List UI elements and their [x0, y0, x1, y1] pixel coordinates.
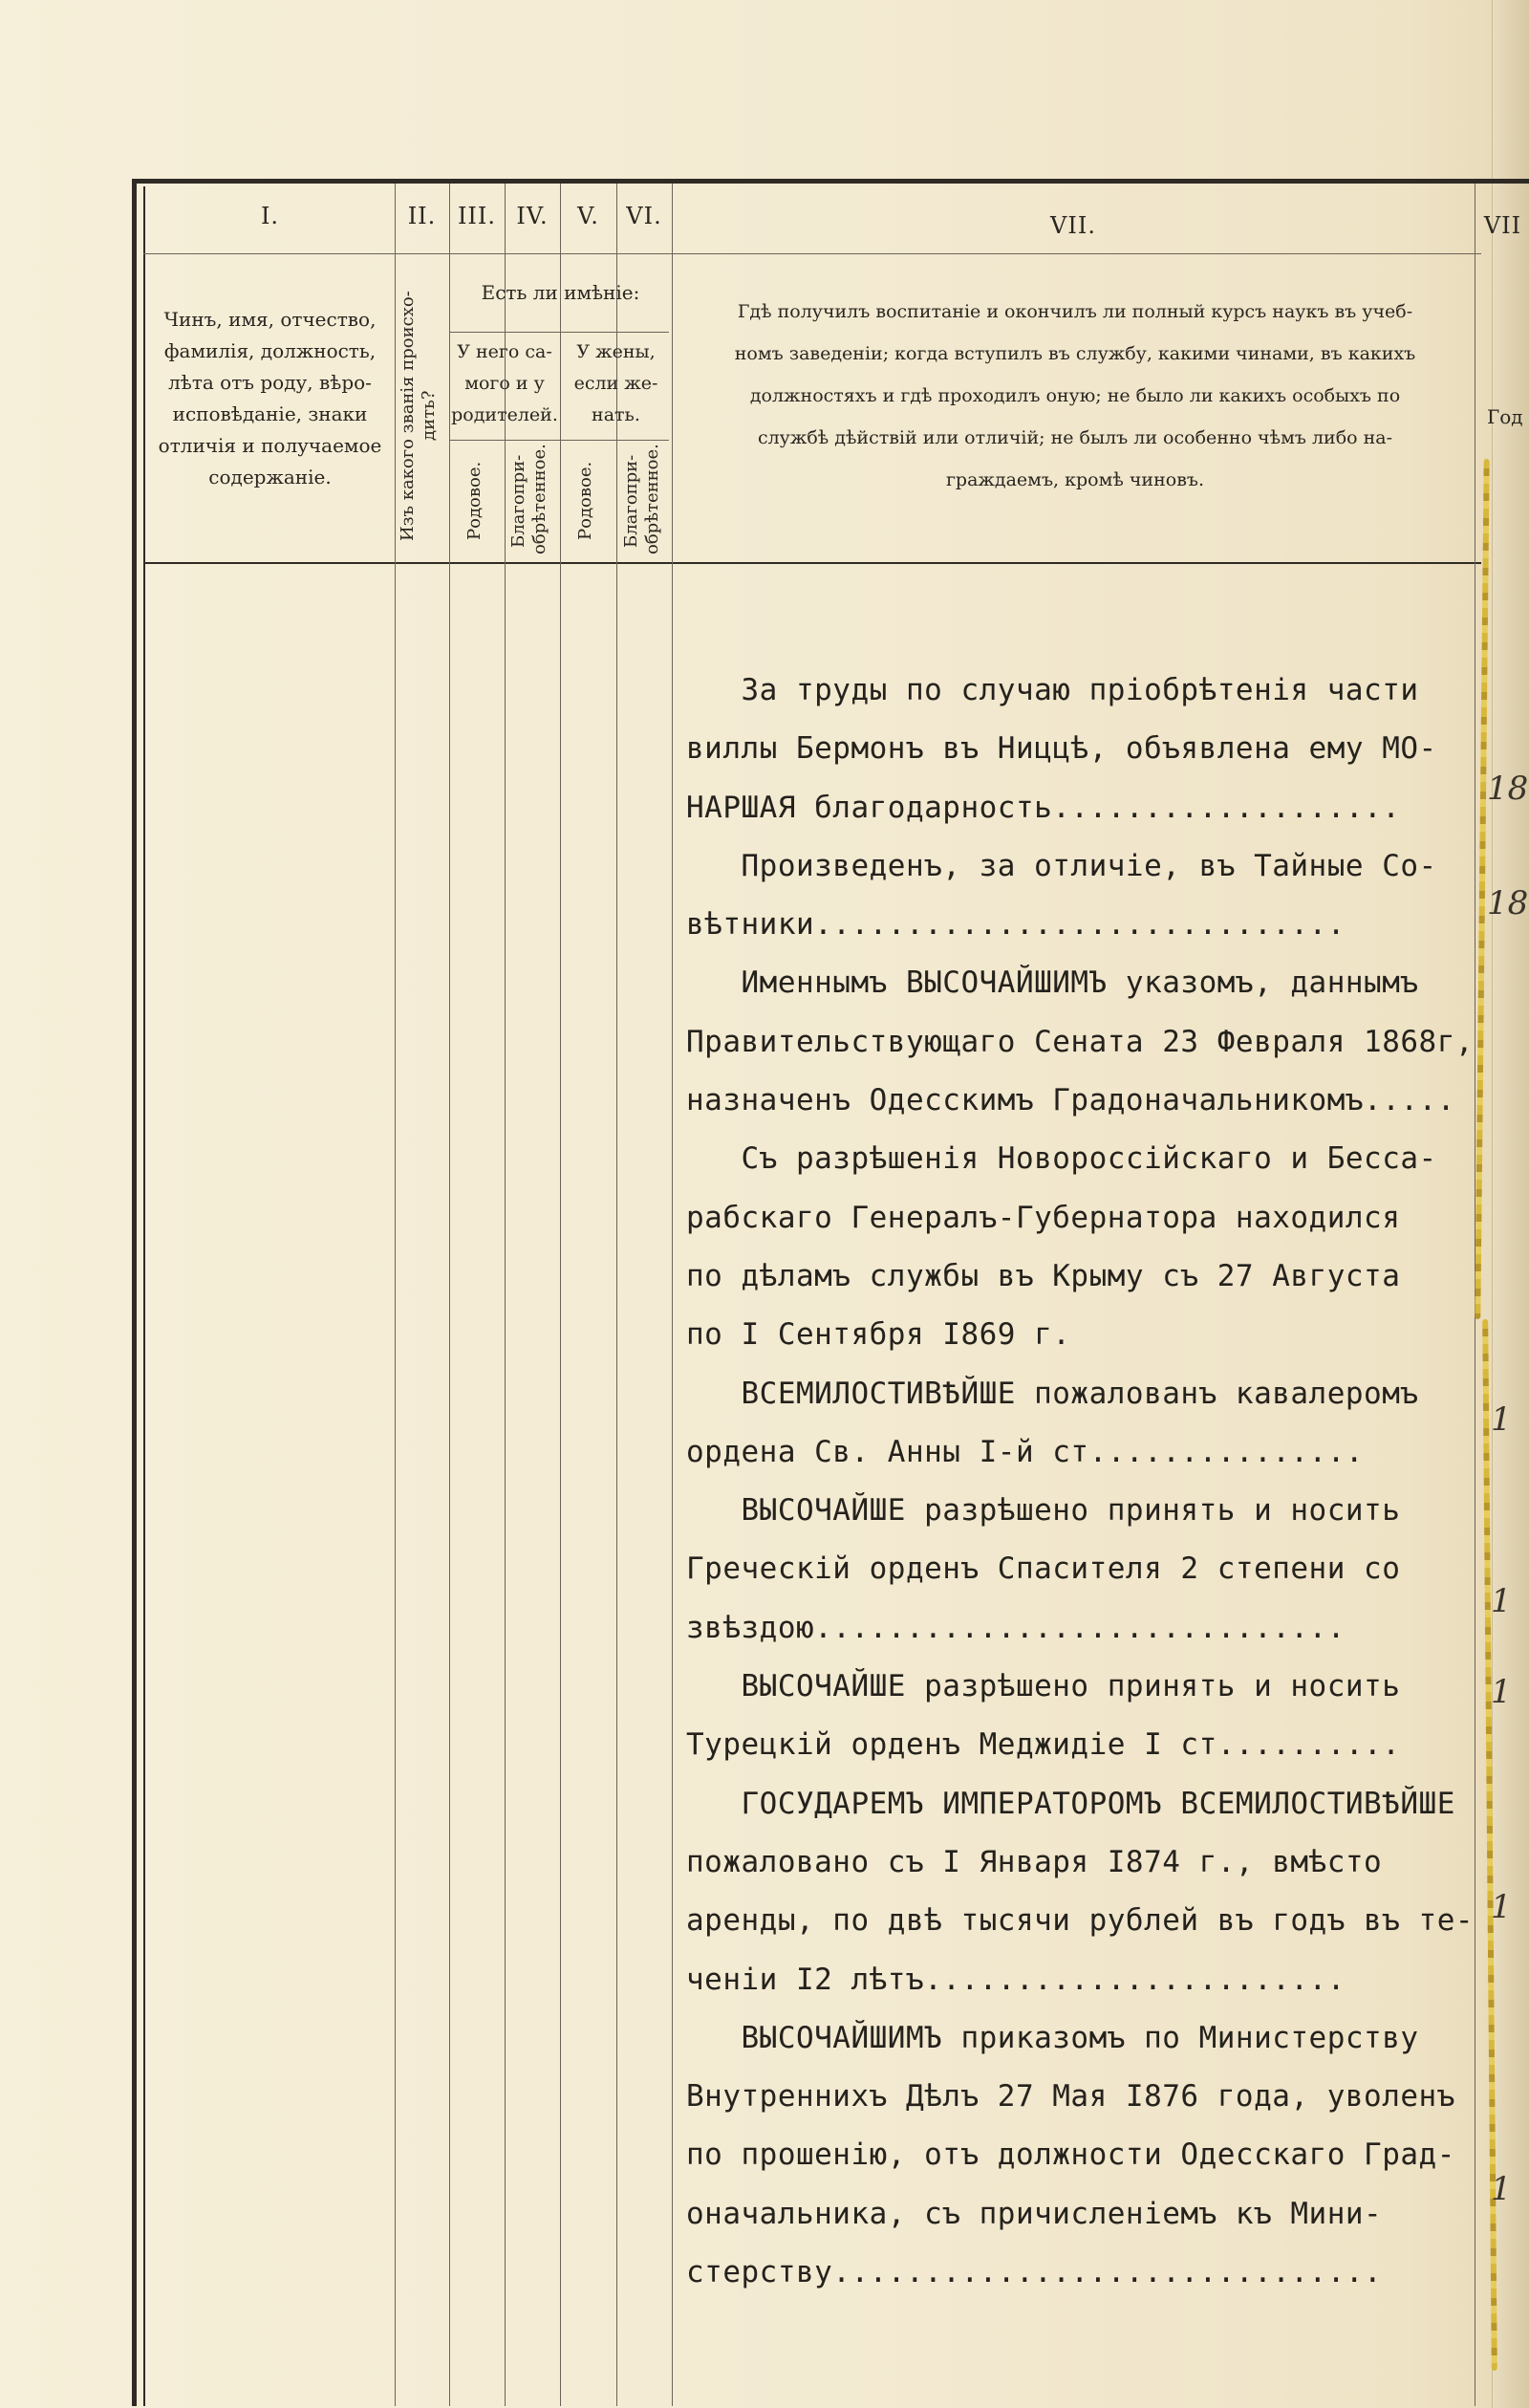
margin-mark: 18: [1487, 770, 1529, 808]
col1-header-line: фамилія, должность,: [163, 339, 377, 362]
numeral-col-2: II.: [407, 203, 437, 229]
estate-subheader-rule: [449, 440, 669, 441]
margin-mark: 1: [1491, 1673, 1512, 1711]
col7-header-line: службѣ дѣйствій или отличій; не былъ ли особенно чѣмъ либо на-: [757, 427, 1393, 448]
col4-header: Благопри-обрѣтенное.: [508, 444, 549, 554]
numeral-col-5: V.: [577, 203, 599, 229]
record-line: Греческій орденъ Спасителя 2 степени со: [686, 1551, 1401, 1587]
record-line: Произведенъ, за отличіе, въ Тайные Со-: [686, 848, 1437, 883]
top-frame-rule: [132, 179, 1529, 184]
own-header-line: У него са-: [457, 341, 552, 362]
record-line: рабскаго Генералъ-Губернатора находился: [686, 1200, 1401, 1235]
col1-header-line: содержаніе.: [208, 466, 332, 488]
record-line: ВСЕМИЛОСТИВѢЙШЕ пожалованъ кавалеромъ: [686, 1376, 1419, 1411]
numeral-row-rule: [143, 253, 1481, 254]
record-line: НАРШАЯ благодарность...................: [686, 790, 1401, 825]
record-line: ГОСУДАРЕМЪ ИМПЕРАТОРОМЪ ВСЕМИЛОСТИВѢЙШЕ: [686, 1786, 1455, 1821]
record-line: ВЫСОЧАЙШИМЪ приказомъ по Министерству: [686, 2020, 1419, 2055]
wife-header-line: нать.: [592, 404, 640, 425]
page-edge: [1492, 0, 1529, 2408]
col7-header: [680, 291, 1470, 501]
margin-mark: 18: [1487, 884, 1529, 922]
col6-header: Благопри-обрѣтенное.: [621, 444, 662, 554]
col7-header-line: номъ заведеніи; когда вступилъ въ службу, какими чинами, въ какихъ: [734, 343, 1416, 364]
estate-header: Есть ли имѣніе:: [481, 281, 640, 304]
col1-header-line: Чинъ, имя, отчество,: [163, 308, 377, 331]
own-estate-header: [449, 336, 560, 431]
record-line: звѣздою.............................: [686, 1610, 1346, 1645]
record-line: ордена Св. Анны I-й ст...............: [686, 1434, 1365, 1469]
service-record-text: [686, 662, 1475, 2302]
record-line: вѣтники.............................: [686, 907, 1346, 943]
numeral-col-8: VII: [1483, 212, 1522, 239]
col1-header-line: отличія и получаемое: [158, 434, 382, 457]
record-line: оначальника, съ причисленіемъ къ Мини-: [686, 2196, 1383, 2231]
col5-header: Родовое.: [575, 461, 595, 541]
col3-header: Родовое.: [464, 461, 485, 541]
wife-header-line: У жены,: [576, 341, 656, 362]
margin-mark: 1: [1491, 2170, 1512, 2208]
record-line: Именнымъ ВЫСОЧАЙШИМЪ указомъ, даннымъ: [686, 965, 1419, 1001]
col7-header-line: должностяхъ и гдѣ проходилъ оную; не было ли какихъ особыхъ по: [749, 385, 1401, 406]
col-rule-1: [395, 184, 396, 2406]
record-line: пожаловано съ I Января I874 г., вмѣсто: [686, 1844, 1383, 1879]
col2-header: Изъ какого званія происхо-дить?: [398, 291, 439, 541]
col-rule-3: [505, 184, 506, 2406]
record-line: ВЫСОЧАЙШЕ разрѣшено принять и носить: [686, 1669, 1401, 1704]
left-frame-rule: [132, 179, 137, 2406]
col7-header-line: граждаемъ, кромѣ чиновъ.: [945, 469, 1205, 490]
record-line: стерству..............................: [686, 2255, 1383, 2290]
record-line: ченіи I2 лѣтъ.......................: [686, 1962, 1346, 1997]
col-rule-6: [672, 184, 673, 2406]
record-line: Правительствующаго Сената 23 Февраля 1868г,: [686, 1024, 1475, 1059]
col-rule-5: [616, 184, 617, 2406]
record-line: аренды, по двѣ тысячи рублей въ годъ въ те-: [686, 1903, 1475, 1939]
record-line: Съ разрѣшенія Новороссійскаго и Бесса-: [686, 1141, 1437, 1177]
own-header-line: мого и у: [464, 373, 545, 394]
record-line: Внутреннихъ Дѣлъ 27 Мая I876 года, уволенъ: [686, 2079, 1455, 2115]
margin-mark: 1: [1491, 1400, 1512, 1439]
col7-header-line: Гдѣ получилъ воспитаніе и окончилъ ли полный курсъ наукъ въ учеб-: [737, 301, 1413, 322]
margin-mark: 1: [1491, 1582, 1512, 1620]
margin-mark: 1: [1491, 1888, 1512, 1926]
numeral-col-6: VI.: [626, 203, 662, 229]
record-line: виллы Бермонъ въ Ниццѣ, объявлена ему МО-: [686, 731, 1437, 767]
numeral-col-7: VII.: [1050, 212, 1096, 239]
record-line: За труды по случаю пріобрѣтенія части: [686, 673, 1419, 707]
record-line: назначенъ Одесскимъ Градоначальникомъ.....: [686, 1083, 1455, 1118]
estate-header-rule: [449, 332, 669, 333]
col1-header-line: исповѣданіе, знаки: [172, 402, 368, 425]
left-frame-inner-rule: [143, 186, 145, 2406]
own-header-line: родителей.: [451, 404, 558, 425]
record-line: по I Сентября I869 г.: [686, 1317, 1071, 1353]
record-line: по прошенію, отъ должности Одесскаго Град-: [686, 2137, 1455, 2173]
col-rule-2: [449, 184, 450, 2406]
record-line: ВЫСОЧАЙШЕ разрѣшено принять и носить: [686, 1493, 1401, 1529]
col-rule-4: [560, 184, 561, 2406]
record-line: по дѣламъ службы въ Крыму съ 27 Августа: [686, 1258, 1401, 1293]
col1-header-line: лѣта отъ роду, вѣро-: [168, 371, 372, 394]
numeral-col-3: III.: [457, 203, 497, 229]
wife-estate-header: [560, 336, 672, 431]
record-line: Турецкій орденъ Меджидіе I ст..........: [686, 1727, 1401, 1763]
col1-header: [145, 304, 395, 493]
numeral-col-4: IV.: [516, 203, 549, 229]
header-bottom-rule: [143, 562, 1481, 564]
wife-header-line: если же-: [573, 373, 658, 394]
col8-header: Год: [1487, 405, 1523, 428]
numeral-col-1: I.: [260, 203, 280, 229]
